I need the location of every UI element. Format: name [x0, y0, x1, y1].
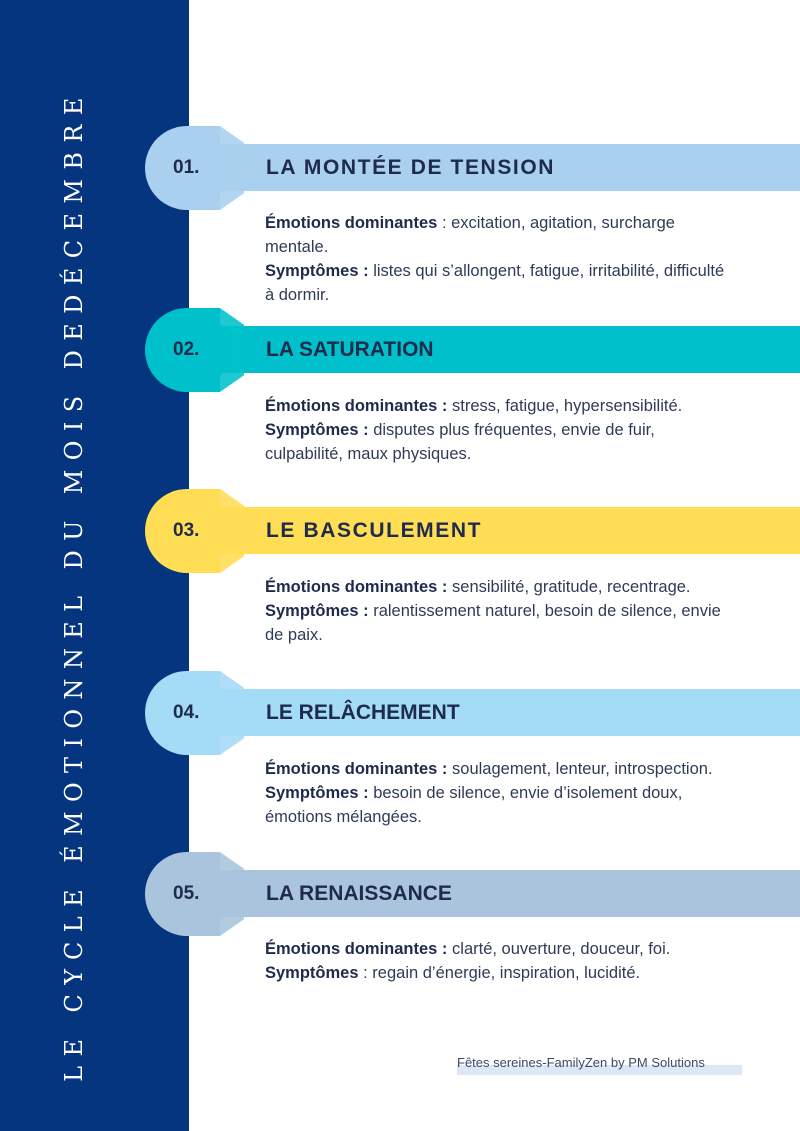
section-title: LA RENAISSANCE — [266, 882, 452, 905]
emotions-separator: : — [437, 214, 452, 232]
section-body-3 — [265, 575, 735, 647]
section-header-4 — [145, 671, 800, 755]
symptoms-label: Symptômes : — [265, 262, 369, 280]
symptoms-text: disputes plus fréquentes, envie de fuir, culpabilité, maux physiques. — [265, 421, 655, 463]
emotions-line — [265, 394, 735, 418]
symptoms-label: Symptômes : — [265, 784, 369, 802]
emotions-line — [265, 937, 735, 961]
symptoms-label: Symptômes — [265, 964, 359, 982]
symptoms-separator: : — [358, 964, 373, 982]
emotions-text: soulagement, lenteur, introspection. — [452, 760, 713, 778]
section-header-3 — [145, 489, 800, 573]
emotions-label: Émotions dominantes : — [265, 940, 448, 958]
section-body-1 — [265, 211, 735, 307]
symptoms-text: regain d’énergie, inspiration, lucidité. — [372, 964, 641, 982]
section-body-5 — [265, 937, 735, 985]
section-title: LA MONTÉE DE TENSION — [266, 156, 556, 179]
section-body-2 — [265, 394, 735, 466]
section-header-1 — [145, 126, 800, 210]
emotions-label: Émotions dominantes : — [265, 578, 448, 596]
emotions-line — [265, 757, 735, 781]
symptoms-text: besoin de silence, envie d’isolement doux, émotions mélangées. — [265, 784, 683, 826]
symptoms-line — [265, 781, 735, 829]
section-number: 04. — [173, 702, 200, 723]
section-title: LE BASCULEMENT — [266, 519, 483, 542]
emotions-label: Émotions dominantes : — [265, 760, 448, 778]
emotions-line — [265, 211, 735, 259]
emotions-text: excitation, agitation, surcharge mentale. — [265, 214, 675, 256]
symptoms-label: Symptômes : — [265, 602, 369, 620]
section-number: 03. — [173, 520, 200, 541]
symptoms-label: Symptômes : — [265, 421, 369, 439]
symptoms-line — [265, 259, 735, 307]
section-number: 05. — [173, 883, 200, 904]
emotions-label: Émotions dominantes : — [265, 397, 448, 415]
section-header-2 — [145, 308, 800, 392]
section-body-4 — [265, 757, 735, 829]
emotions-text: clarté, ouverture, douceur, foi. — [452, 940, 671, 958]
section-number: 01. — [173, 157, 200, 178]
symptoms-text: ralentissement naturel, besoin de silence, envie de paix. — [265, 602, 721, 644]
emotions-line — [265, 575, 735, 599]
emotions-label: Émotions dominantes — [265, 214, 438, 232]
emotions-text: sensibilité, gratitude, recentrage. — [452, 578, 691, 596]
section-title: LA SATURATION — [266, 338, 434, 361]
symptoms-text: listes qui s’allongent, fatigue, irritabilité, difficulté à dormir. — [265, 262, 725, 304]
footer-credit: Fêtes sereines-FamilyZen by PM Solutions — [457, 1053, 742, 1075]
symptoms-line — [265, 599, 735, 647]
section-number: 02. — [173, 339, 200, 360]
emotions-text: stress, fatigue, hypersensibilité. — [452, 397, 683, 415]
symptoms-line — [265, 961, 735, 985]
section-title: LE RELÂCHEMENT — [266, 701, 460, 724]
section-header-5 — [145, 852, 800, 936]
symptoms-line — [265, 418, 735, 466]
page-title: LE CYCLE ÉMOTIONNEL DU MOIS DEDÉCEMBRE — [60, 88, 88, 1082]
